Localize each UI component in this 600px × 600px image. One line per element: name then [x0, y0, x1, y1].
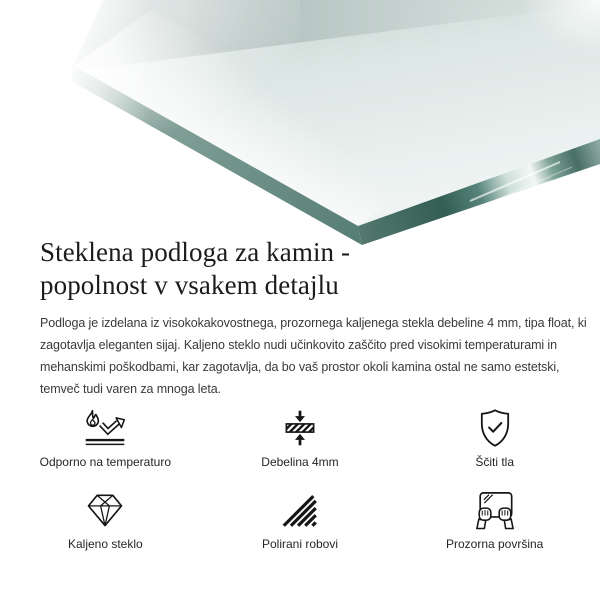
photo-fade-left: [0, 0, 150, 250]
photo-fade-top-right: [520, 0, 600, 55]
hands-holding-glass-icon: [470, 488, 520, 532]
feature-label: Prozorna površina: [445, 537, 544, 551]
feature-grid: [8, 404, 592, 552]
feature-heat-resistant: [8, 404, 203, 470]
page-title-line1: Steklena podloga za kamin -: [40, 237, 351, 267]
feature-label: Kaljeno steklo: [67, 537, 143, 551]
page-title-line2: popolnost v vsakem detajlu: [40, 270, 339, 300]
feature-label: Ščiti tla: [475, 455, 514, 469]
thickness-arrows-icon: [280, 407, 320, 449]
striped-corner-icon: [279, 489, 321, 531]
feature-thickness: [203, 404, 398, 470]
flame-bounce-icon: [78, 407, 132, 449]
page-title: [40, 236, 350, 302]
glass-panel-photo: [0, 0, 600, 250]
product-description: Podloga je izdelana iz visokokakovostnega, prozornega kaljenega stekla debeline 4 mm, tipa float, ki zagotavlja eleganten sijaj. Kaljeno steklo nudi učinkovito zaščito pred visokimi temperaturami in mehanskimi poškodbami, kar zagotavlja, da bo vaš prostor okoli kamina ostal ne samo estetski, temveč tudi varen za mnoga leta.: [40, 316, 587, 396]
feature-polished-edges: [203, 486, 398, 552]
diamond-icon: [83, 490, 127, 530]
product-photo: [0, 0, 600, 250]
feature-label: Odporno na temperaturo: [39, 455, 172, 469]
feature-label: Polirani robovi: [261, 537, 339, 551]
feature-transparent-surface: [397, 486, 592, 552]
feature-label: Debelina 4mm: [261, 455, 339, 469]
shield-check-icon: [475, 406, 515, 450]
feature-tempered-glass: [8, 486, 203, 552]
feature-protects-floor: [397, 404, 592, 470]
